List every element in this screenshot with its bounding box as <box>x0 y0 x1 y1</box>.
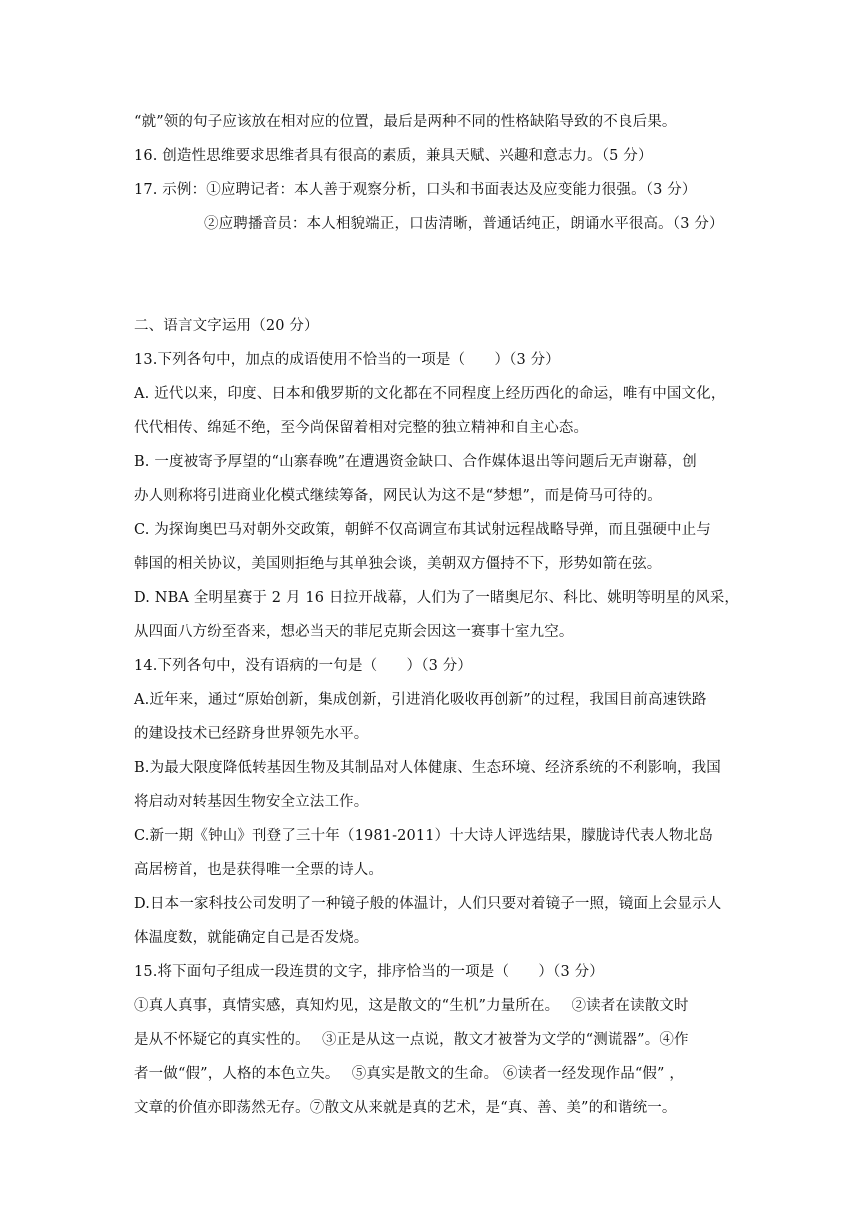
option-b-line: 办人则称将引进商业化模式继续筹备，网民认为这不是“梦想”，而是倚马可待的。 <box>134 488 662 504</box>
passage-line: 是从不怀疑它的真实性的。 ③正是从这一点说，散文才被誉为文学的“测谎器”。④作 <box>134 1032 689 1048</box>
passage-line: 者一做“假”，人格的本色立失。 ⑤真实是散文的生命。 ⑥读者一经发现作品“假” ， <box>134 1066 685 1082</box>
passage-line: ①真人真事，真情实感，真知灼见，这是散文的“生机”力量所在。 ②读者在读散文时 <box>134 998 689 1014</box>
option-d-line: 体温度数，就能确定自己是否发烧。 <box>134 930 369 946</box>
option-d-line: 从四面八方纷至沓来，想必当天的菲尼克斯会因这一赛事十室九空。 <box>134 624 574 640</box>
option-b-line: B.为最大限度降低转基因生物及其制品对人体健康、生态环境、经济系统的不利影响，我国 <box>134 760 721 776</box>
question-15: 15.将下面句子组成一段连贯的文字，排序恰当的一项是（ ）（3 分） <box>134 964 604 980</box>
option-c-line: 高居榜首，也是获得唯一全票的诗人。 <box>134 862 384 878</box>
answer-16: 16. 创造性思维要求思维者具有很高的素质，兼具天赋、兴趣和意志力。（5 分） <box>134 148 653 164</box>
option-a-line: A. 近代以来，印度、日本和俄罗斯的文化都在不同程度上经历西化的命运，唯有中国文化， <box>134 386 726 402</box>
option-d-line: D.日本一家科技公司发明了一种镜子般的体温计，人们只要对着镜子一照，镜面上会显示人 <box>134 896 722 912</box>
option-b-line: 将启动对转基因生物安全立法工作。 <box>134 794 369 810</box>
option-c-line: 韩国的相关协议，美国则拒绝与其单独会谈，美朝双方僵持不下，形势如箭在弦。 <box>134 556 662 572</box>
option-b-line: B. 一度被寄予厚望的“山寨春晚”在遭遇资金缺口、合作媒体退出等问题后无声谢幕，创 <box>134 454 697 470</box>
section-heading: 二、语言文字运用（20 分） <box>134 318 319 334</box>
option-a-line: 的建设技术已经跻身世界领先水平。 <box>134 726 369 742</box>
option-c-line: C.新一期《钟山》刊登了三十年（1981-2011）十大诗人评选结果，朦胧诗代表人物北岛 <box>134 828 713 844</box>
question-14: 14.下列各句中，没有语病的一句是（ ）（3 分） <box>134 658 473 674</box>
answer-17-continued: ②应聘播音员：本人相貌端正，口齿清晰，普通话纯正，朗诵水平很高。（3 分） <box>204 216 724 232</box>
option-a-line: A.近年来，通过“原始创新，集成创新，引进消化吸收再创新”的过程，我国目前高速铁路 <box>134 692 707 708</box>
text-line: “就”领的句子应该放在相对应的位置，最后是两种不同的性格缺陷导致的不良后果。 <box>134 114 677 130</box>
passage-line: 文章的价值亦即荡然无存。⑦散文从来就是真的艺术，是“真、善、美”的和谐统一。 <box>134 1100 677 1116</box>
question-13: 13.下列各句中，加点的成语使用不恰当的一项是（ ）（3 分） <box>134 352 560 368</box>
option-a-line: 代代相传、绵延不绝，至今尚保留着相对完整的独立精神和自主心态。 <box>134 420 589 436</box>
option-c-line: C. 为探询奥巴马对朝外交政策，朝鲜不仅高调宣布其试射远程战略导弹，而且强硬中止与 <box>134 522 711 538</box>
answer-17: 17. 示例：①应聘记者：本人善于观察分析，口头和书面表达及应变能力很强。（3 分） <box>134 182 697 198</box>
option-d-line: D. NBA 全明星赛于 2 月 16 日拉开战幕，人们为了一睹奥尼尔、科比、姚明等明星的风采， <box>134 590 740 606</box>
